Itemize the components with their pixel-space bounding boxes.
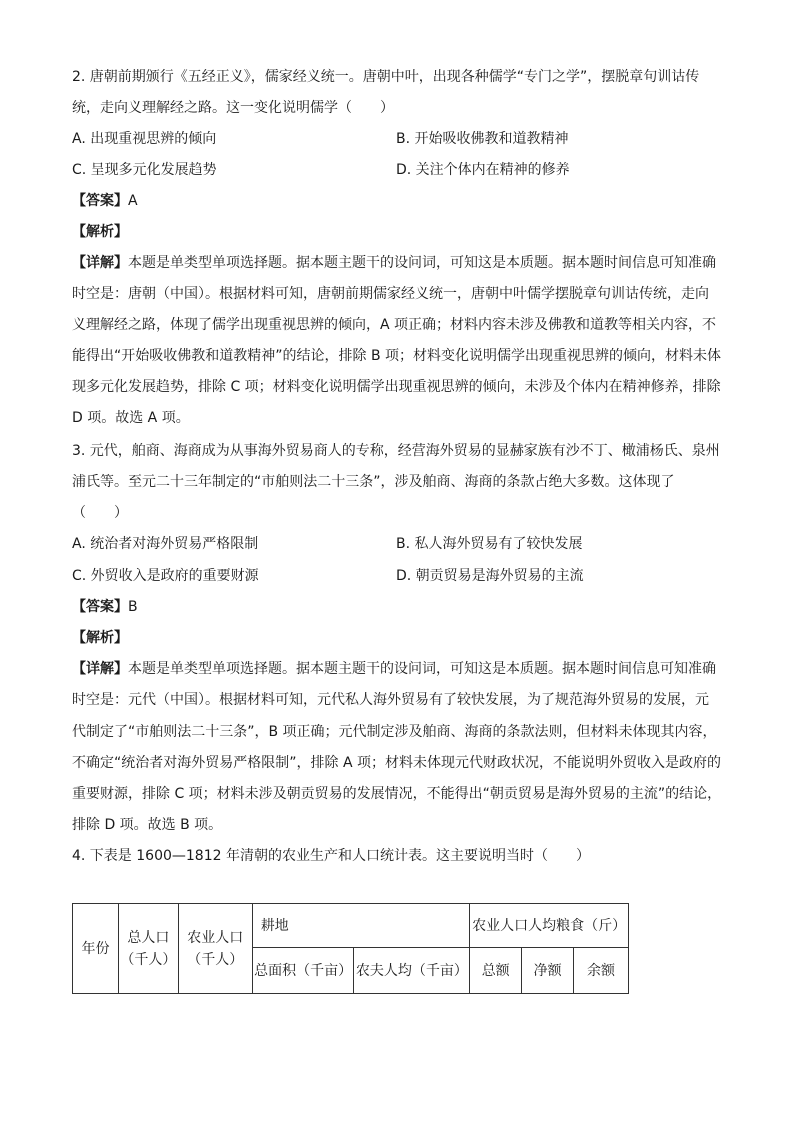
q2-option-b: B. 开始吸收佛教和道教精神 (396, 131, 569, 147)
q2-answer-tag: 【答案】 (72, 193, 128, 209)
q3-detail-line5: 重要财源，排除 C 项；材料未涉及朝贡贸易的发展情况，不能得出“朝贡贸易是海外贸易的主流”的结论， (72, 786, 722, 802)
q3-stem-line1: 3. 元代，舶商、海商成为从事海外贸易商人的专称，经营海外贸易的显赫家族有沙不丁、橄浦杨氏、泉州 (72, 443, 720, 459)
q2-detail-tag: 【详解】 (72, 255, 128, 271)
header-year: 年份 (73, 904, 119, 994)
q2-detail-line6: D 项。故选 A 项。 (72, 410, 190, 426)
header-surplus: 余额 (574, 948, 629, 994)
header-per-farmer: 农夫人均（千亩） (354, 948, 470, 994)
q3-option-d: D. 朝贡贸易是海外贸易的主流 (396, 568, 584, 584)
header-agricultural-population: 农业人口 （千人） (178, 904, 252, 994)
q2-option-d: D. 关注个体内在精神的修养 (396, 162, 570, 178)
q3-answer (72, 597, 138, 617)
header-total-area: 总面积（千亩） (252, 948, 354, 994)
q2-detail-line2: 时空是：唐朝（中国）。根据材料可知，唐朝前期儒家经义统一，唐朝中叶儒学摆脱章句训诂传统，走向 (72, 286, 709, 302)
q3-detail-line1: 【详解】本题是单类型单项选择题。据本题主题干的设问词，可知这是本质题。据本题时间信息可知准确 (72, 661, 716, 677)
q3-detail-line4: 不确定“统治者对海外贸易严格限制”，排除 A 项；材料未体现元代财政状况，不能说明外贸收入是政府的 (72, 755, 721, 771)
q3-analysis-tag: 【解析】 (72, 630, 128, 646)
q2-answer-value: A (128, 193, 138, 209)
q4-stem: 4. 下表是 1600—1812 年清朝的农业生产和人口统计表。这主要说明当时（ ） (72, 848, 590, 864)
q3-detail-line2: 时空是：元代（中国）。根据材料可知，元代私人海外贸易有了较快发展，为了规范海外贸易的发展，元 (72, 692, 709, 708)
q3-detail-tag: 【详解】 (72, 661, 128, 677)
q2-option-a: A. 出现重视思辨的倾向 (72, 131, 217, 147)
header-farmland: 耕地 (252, 904, 470, 948)
q3-option-c: C. 外贸收入是政府的重要财源 (72, 568, 259, 584)
q2-stem-line2: 统，走向义理解经之路。这一变化说明儒学（ ） (72, 100, 394, 116)
q3-option-a: A. 统治者对海外贸易严格限制 (72, 536, 259, 552)
q3-stem-line2: 浦氏等。至元二十三年制定的“市舶则法二十三条”，涉及舶商、海商的条款占绝大多数。这体现了 (72, 474, 675, 490)
q3-detail-line6: 排除 D 项。故选 B 项。 (72, 817, 223, 833)
q2-analysis-tag: 【解析】 (72, 224, 128, 240)
q2-detail-line4: 能得出“开始吸收佛教和道教精神”的结论，排除 B 项；材料变化说明儒学出现重视思辨的倾向，材料未体 (72, 348, 722, 364)
q3-answer-tag: 【答案】 (72, 599, 128, 615)
q3-answer-value: B (128, 599, 138, 615)
header-net: 净额 (522, 948, 574, 994)
header-gross: 总额 (470, 948, 522, 994)
q3-option-b: B. 私人海外贸易有了较快发展 (396, 536, 583, 552)
q3-stem-line3: （ ） (72, 505, 128, 521)
q2-detail-line3: 义理解经之路，体现了儒学出现重视思辨的倾向，A 项正确；材料内容未涉及佛教和道教等相关内容，不 (72, 317, 717, 333)
header-grain-per-capita: 农业人口人均粮食（斤） (470, 904, 629, 948)
q3-detail-line3: 代制定了“市舶则法二十三条”，B 项正确；元代制定涉及舶商、海商的条款法则，但材料未体现其内容， (72, 724, 717, 740)
q2-answer (72, 191, 138, 211)
header-total-population: 总人口 （千人） (118, 904, 178, 994)
q2-detail-line5: 现多元化发展趋势，排除 C 项；材料变化说明儒学出现重视思辨的倾向，未涉及个体内在精神修养，排除 (72, 379, 721, 395)
statistics-table (72, 903, 629, 994)
q2-option-c: C. 呈现多元化发展趋势 (72, 162, 217, 178)
q2-stem-line1: 2. 唐朝前期颁行《五经正义》，儒家经义统一。唐朝中叶，出现各种儒学“专门之学”，摆脱章句训诂传 (72, 69, 700, 85)
q2-detail-line1: 【详解】本题是单类型单项选择题。据本题主题干的设问词，可知这是本质题。据本题时间信息可知准确 (72, 255, 716, 271)
